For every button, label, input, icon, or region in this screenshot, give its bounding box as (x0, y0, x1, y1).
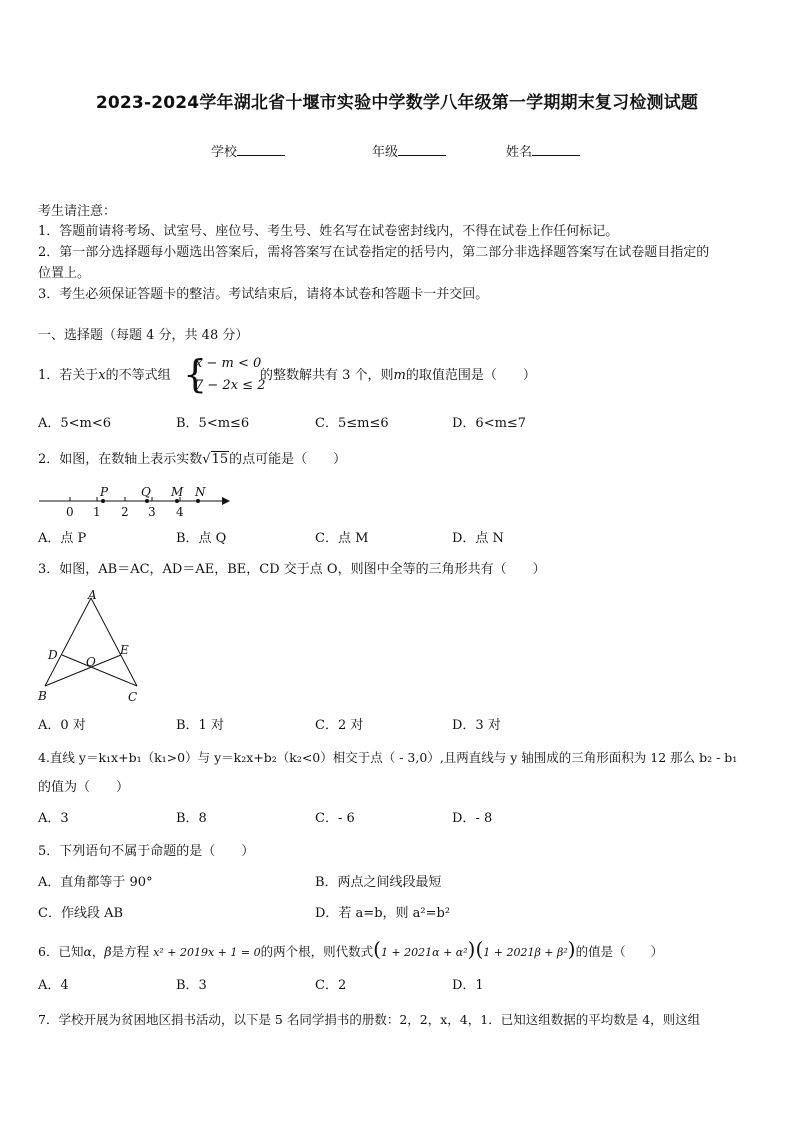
q6-option-c[interactable]: C．2 (315, 978, 347, 993)
label-e: E (120, 643, 129, 657)
q1-option-c[interactable]: C．5≤m≤6 (315, 416, 389, 431)
q1-mid: 的不等式组 (105, 368, 171, 383)
q6-mid: 是方程 (111, 944, 150, 959)
q6-paren-open-1: ( (373, 937, 381, 961)
q1-var-x: x (98, 368, 106, 383)
grade-field (372, 141, 446, 160)
q3-option-d[interactable]: D．3 对 (452, 718, 501, 733)
q6-comma: ， (91, 944, 105, 959)
segment-ab (45, 598, 91, 686)
q4-option-b[interactable]: B．8 (176, 811, 207, 826)
q6-paren-open-2: ( (475, 937, 484, 961)
question-3: 3．如图，AB＝AC，AD＝AE，BE，CD 交于点 O，则图中全等的三角形共有（ ） (38, 562, 546, 577)
school-field (211, 141, 285, 160)
label-b: B (38, 689, 47, 703)
question-4-line-2: 的值为（ ） (38, 780, 130, 795)
q6-suffix: 的值是（ ） (575, 944, 664, 959)
q6-prefix: 6．已知 (38, 944, 84, 959)
q2-option-b[interactable]: B．点 Q (176, 531, 227, 546)
q6-option-d[interactable]: D．1 (452, 978, 484, 993)
q1-option-b[interactable]: B．5<m≤6 (176, 416, 250, 431)
page-title: 2023-2024学年湖北省十堰市实验中学数学八年级第一学期期末复习检测试题 (95, 93, 699, 113)
notice-item: 2．第一部分选择题每小题选出答案后，需将答案写在试卷指定的括号内，第二部分非选择题答案写在试卷题目指定的 (38, 245, 710, 260)
point-m (175, 499, 179, 503)
q2-option-a[interactable]: A．点 P (38, 531, 87, 546)
q2-sqrt: √15 (202, 452, 229, 467)
q1-suffix-wrap (260, 366, 536, 386)
question-1 (38, 366, 171, 386)
label-a: A (88, 588, 97, 602)
q5-option-c[interactable]: C．作线段 AB (38, 906, 124, 921)
q6-option-b[interactable]: B．3 (176, 978, 207, 993)
q1-brace: { (183, 352, 208, 396)
q6-equation: x² + 2019x + 1 = 0 (153, 946, 261, 959)
label-p: P (100, 485, 109, 499)
q5-option-a[interactable]: A．直角都等于 90° (38, 875, 153, 890)
q6-expr-2: 1 + 2021β + β² (483, 946, 568, 959)
label-n: N (195, 485, 206, 499)
q2-radicand: 15 (211, 452, 229, 467)
q4-option-d[interactable]: D．- 8 (452, 811, 493, 826)
label-c: C (128, 690, 138, 704)
point-q (145, 499, 149, 503)
q3-option-c[interactable]: C．2 对 (315, 718, 364, 733)
label-q: Q (141, 485, 151, 499)
tick-label-2: 2 (121, 505, 129, 519)
q3-option-a[interactable]: A．0 对 (38, 718, 86, 733)
q1-option-d[interactable]: D．6<m≤7 (452, 416, 527, 431)
q1-inequality-2: 7 − 2x ≤ 2 (195, 378, 266, 393)
label-o: O (86, 655, 96, 669)
q2-prefix: 2．如图，在数轴上表示实数 (38, 452, 203, 467)
q4-option-c[interactable]: C．- 6 (315, 811, 355, 826)
q6-expr-1: 1 + 2021α + α² (380, 946, 468, 959)
q5-option-d[interactable]: D．若 a=b，则 a²=b² (315, 906, 451, 921)
q1-prefix: 1．若关于 (38, 368, 99, 383)
number-line-figure (36, 484, 236, 520)
question-2 (38, 450, 346, 470)
question-7: 7．学校开展为贫困地区捐书活动，以下是 5 名同学捐书的册数：2，2，x，4，1．已知这组数据的平均数是 4，则这组 (38, 1012, 701, 1027)
question-4-line-1: 4.直线 y＝k₁x+b₁（k₁>0）与 y＝k₂x+b₂（k₂<0）相交于点（ - 3,0）,且两直线与 y 轴围成的三角形面积为 12 那么 b₂ - b₁ (38, 750, 738, 765)
triangle-figure (36, 588, 146, 708)
q1-end: 的取值范围是（ ） (405, 368, 536, 383)
section-heading: 一、选择题（每题 4 分，共 48 分） (38, 328, 249, 343)
name-label: 姓名 (506, 145, 533, 160)
tick-label-4: 4 (176, 505, 184, 519)
notice-item: 3．考生必须保证答题卡的整洁。考试结束后，请将本试卷和答题卡一并交回。 (38, 287, 489, 302)
q5-option-b[interactable]: B．两点之间线段最短 (315, 875, 442, 890)
q6-mid2: 的两个根，则代数式 (260, 944, 374, 959)
q1-suffix: 的整数解共有 3 个，则 (260, 368, 394, 383)
segment-cd (62, 655, 137, 686)
label-m: M (171, 485, 184, 499)
tick-label-0: 0 (66, 505, 74, 519)
q1-inequality-1: x − m < 0 (195, 356, 262, 371)
q6-paren-close-1: ) (467, 937, 476, 961)
label-d: D (48, 648, 58, 662)
tick-label-1: 1 (93, 505, 101, 519)
grade-label: 年级 (372, 145, 399, 160)
point-n (196, 499, 200, 503)
q2-suffix: 的点可能是（ ） (229, 452, 347, 467)
point-p (101, 499, 105, 503)
question-5: 5．下列语句不属于命题的是（ ） (38, 844, 255, 859)
q1-var-m: m (393, 368, 406, 383)
q4-option-a[interactable]: A．3 (38, 811, 69, 826)
notice-item: 位置上。 (38, 266, 91, 281)
grade-blank (398, 143, 446, 156)
school-blank (237, 143, 285, 156)
tick-label-3: 3 (148, 505, 156, 519)
question-6 (38, 937, 664, 963)
q1-option-a[interactable]: A．5<m<6 (38, 416, 112, 431)
q6-paren-close-2: ) (567, 937, 576, 961)
q2-option-d[interactable]: D．点 N (452, 531, 504, 546)
notice-heading: 考生请注意： (38, 204, 117, 219)
q3-option-b[interactable]: B．1 对 (176, 718, 224, 733)
name-blank (532, 143, 580, 156)
q6-option-a[interactable]: A．4 (38, 978, 69, 993)
notice-item: 1．答题前请将考场、试室号、座位号、考生号、姓名写在试卷密封线内，不得在试卷上作任何标记。 (38, 224, 619, 239)
school-label: 学校 (211, 145, 238, 160)
q6-alpha: α (83, 944, 92, 959)
q2-option-c[interactable]: C．点 M (315, 531, 369, 546)
q6-beta: β (104, 944, 112, 959)
name-field (506, 141, 580, 160)
segment-ac (91, 598, 137, 686)
number-line-arrow (222, 497, 230, 505)
